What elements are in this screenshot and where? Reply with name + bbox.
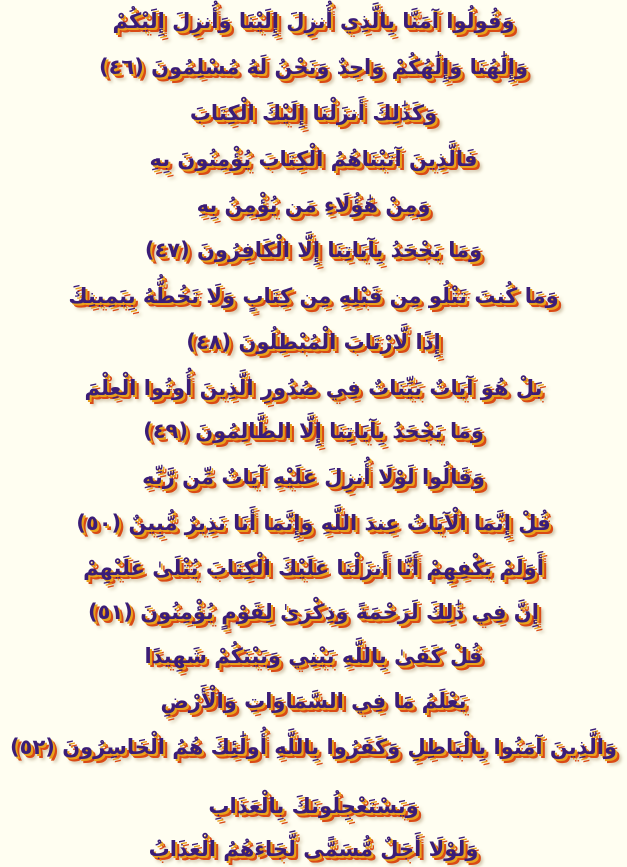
verse-line: فَالَّذِينَ آتَيْنَاهُمُ الْكِتَابَ يُؤْمِنُونَ بِهِ (149, 147, 478, 171)
verse-line: إِنَّ فِي ذَٰلِكَ لَرَحْمَةً وَذِكْرَىٰ لِقَوْمٍ يُؤْمِنُونَ (٥١) (88, 600, 539, 624)
verse-line: قُلْ كَفَىٰ بِاللَّهِ بَيْنِي وَبَيْنَكُمْ شَهِيدًا (144, 644, 483, 668)
verse-line: وَكَذَٰلِكَ أَنزَلْنَا إِلَيْكَ الْكِتَابَ (189, 101, 438, 125)
verse-line: وَقُولُوا آمَنَّا بِالَّذِي أُنزِلَ إِلَيْنَا وَأُنزِلَ إِلَيْكُمْ (112, 9, 515, 33)
verse-line: وَقَالُوا لَوْلَا أُنزِلَ عَلَيْهِ آيَاتٌ مِّن رَّبِّهِ (142, 465, 485, 489)
verse-line: يَعْلَمُ مَا فِي السَّمَاوَاتِ وَالْأَرْضِ (160, 689, 467, 713)
verse-line: وَيَسْتَعْجِلُونَكَ بِالْعَذَابِ (208, 794, 419, 818)
verse-line: وَالَّذِينَ آمَنُوا بِالْبَاطِلِ وَكَفَرُوا بِاللَّهِ أُولَٰئِكَ هُمُ الْخَاسِرُونَ (٥٢) (10, 735, 617, 759)
verse-line: وَلَوْلَا أَجَلٌ مُّسَمًّى لَّجَاءَهُمُ الْعَذَابُ (148, 837, 479, 861)
verse-line: إِذًا لَّارْتَابَ الْمُبْطِلُونَ (٤٨) (186, 330, 441, 354)
verse-line: وَمَا يَجْحَدُ بِآيَاتِنَا إِلَّا الظَّالِمُونَ (٤٩) (143, 419, 484, 443)
verse-line: وَمَا كُنتَ تَتْلُو مِن قَبْلِهِ مِن كِتَابٍ وَلَا تَخُطُّهُ بِيَمِينِكَ (68, 284, 559, 308)
verse-line: وَمِنْ هَٰؤُلَاءِ مَن يُؤْمِنُ بِهِ (196, 193, 431, 217)
verse-line: قُلْ إِنَّمَا الْآيَاتُ عِندَ اللَّهِ وَإِنَّمَا أَنَا نَذِيرٌ مُّبِينٌ (٥٠) (76, 511, 551, 535)
verse-line: بَلْ هُوَ آيَاتٌ بَيِّنَاتٌ فِي صُدُورِ الَّذِينَ أُوتُوا الْعِلْمَ (84, 376, 543, 400)
verse-line: أَوَلَمْ يَكْفِهِمْ أَنَّا أَنزَلْنَا عَلَيْكَ الْكِتَابَ يُتْلَىٰ عَلَيْهِمْ (83, 556, 544, 580)
verse-line: وَإِلَٰهُنَا وَإِلَٰهُكُمْ وَاحِدٌ وَنَحْنُ لَهُ مُسْلِمُونَ (٤٦) (98, 55, 529, 79)
verse-line: وَمَا يَجْحَدُ بِآيَاتِنَا إِلَّا الْكَافِرُونَ (٤٧) (144, 238, 483, 262)
